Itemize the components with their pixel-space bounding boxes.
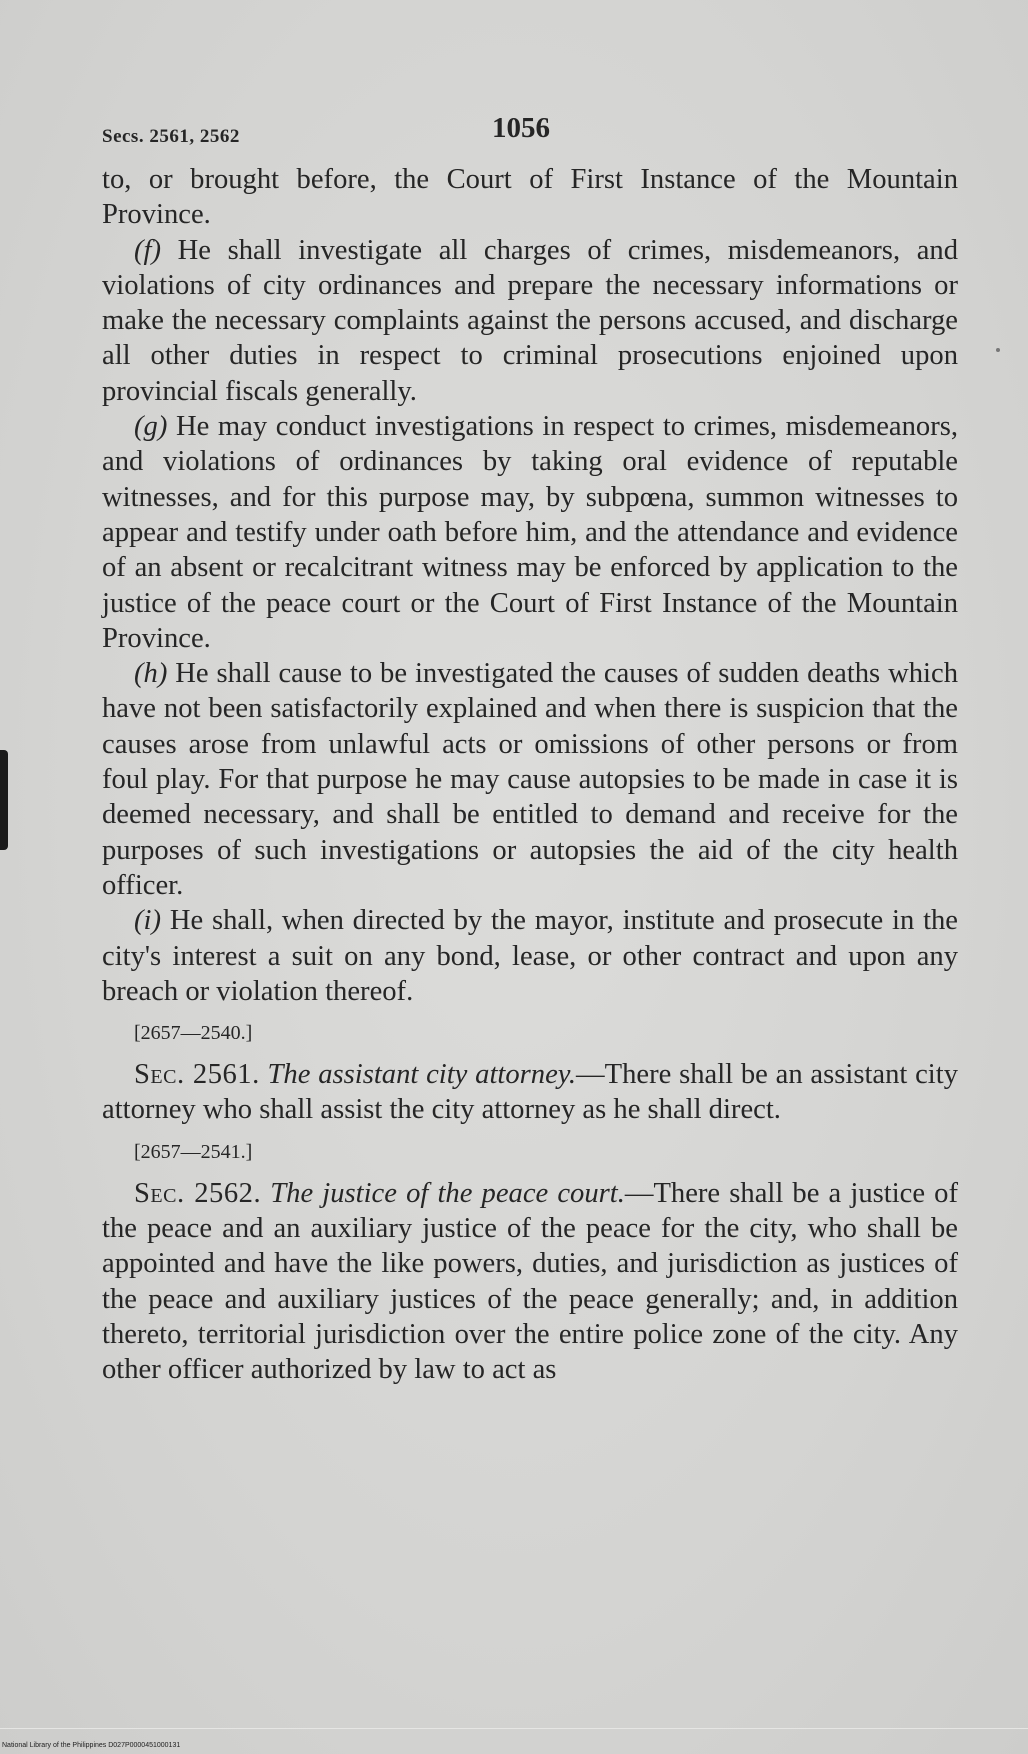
footer-divider bbox=[0, 1728, 1028, 1729]
paragraph-g bbox=[102, 409, 958, 656]
section-2561-title: The assistant city attorney. bbox=[267, 1059, 577, 1091]
citation-2540: [2657—2540.] bbox=[134, 1022, 253, 1045]
page-header bbox=[102, 112, 962, 152]
section-2562-text: —There shall be a justice of the peace and an auxiliary justice of the peace for the city, who shall be appointed and have the like powers, duties, and jurisdiction as justices of the peace and auxiliary justices of the peace generally; and, in addition thereto, territorial jurisdiction over the entire police zone of the city. Any other officer authorized by law to act as bbox=[102, 1177, 958, 1386]
section-2562 bbox=[102, 1176, 958, 1388]
paragraph-h-text: He shall cause to be investigated the causes of sudden deaths which have not been satisfactorily explained and when there is suspicion that the causes arose from unlawful acts or omissions of other persons or from foul play. For that purpose he may cause autopsies to be made in case it is deemed necessary, and shall be entitled to demand and receive for the purposes of such investigations or autopsies the aid of the city health officer. bbox=[102, 658, 958, 901]
section-2562-title: The justice of the peace court. bbox=[270, 1177, 625, 1209]
paragraph-h-marker: (h) bbox=[134, 658, 168, 690]
paragraph-i-marker: (i) bbox=[134, 905, 161, 937]
section-reference: Secs. 2561, 2562 bbox=[102, 126, 240, 147]
paragraph-g-text: He may conduct investigations in respect to crimes, misdemeanors, and violations of ordinances by taking oral evidence of reputable witnesses, and for this purpose may, by subpœna, summon witnesses to appear and testify under oath before him, and the attendance and evidence of an absent or recalcitrant witness may be enforced by application to the justice of the peace court or the Court of First Instance of the Mountain Province. bbox=[102, 411, 958, 654]
section-2561-label: Sec. 2561. bbox=[134, 1059, 260, 1091]
page-number: 1056 bbox=[492, 112, 550, 144]
paragraph-i bbox=[102, 903, 958, 1009]
citation-2541: [2657—2541.] bbox=[134, 1140, 253, 1163]
paragraph-h bbox=[102, 656, 958, 903]
paragraph-f-text: He shall investigate all charges of crimes, misdemeanors, and violations of city ordinances and prepare the necessary informations or make the necessary complaints against the persons accused, and discharge all other duties in respect to criminal prosecutions enjoined upon provincial fiscals generally. bbox=[102, 234, 958, 407]
scan-source-footer: National Library of the Philippines D027P0000451000131 bbox=[2, 1742, 181, 1749]
section-2561 bbox=[102, 1057, 958, 1128]
paragraph-f-marker: (f) bbox=[134, 234, 161, 266]
paragraph-i-text: He shall, when directed by the mayor, institute and prosecute in the city's interest a suit on any bond, lease, or other contract and upon any breach or violation thereof. bbox=[102, 905, 958, 1007]
body-text bbox=[102, 162, 958, 1388]
intro-continuation: to, or brought before, the Court of First Instance of the Mountain Province. bbox=[102, 164, 958, 231]
scan-speck bbox=[996, 348, 1000, 352]
paragraph-f bbox=[102, 233, 958, 409]
scan-edge-mark bbox=[0, 750, 8, 850]
paragraph-g-marker: (g) bbox=[134, 411, 168, 443]
section-2561-text: —There shall be an assistant city attorney who shall assist the city attorney as he shall direct. bbox=[102, 1059, 958, 1126]
section-2562-label: Sec. 2562. bbox=[134, 1177, 262, 1209]
